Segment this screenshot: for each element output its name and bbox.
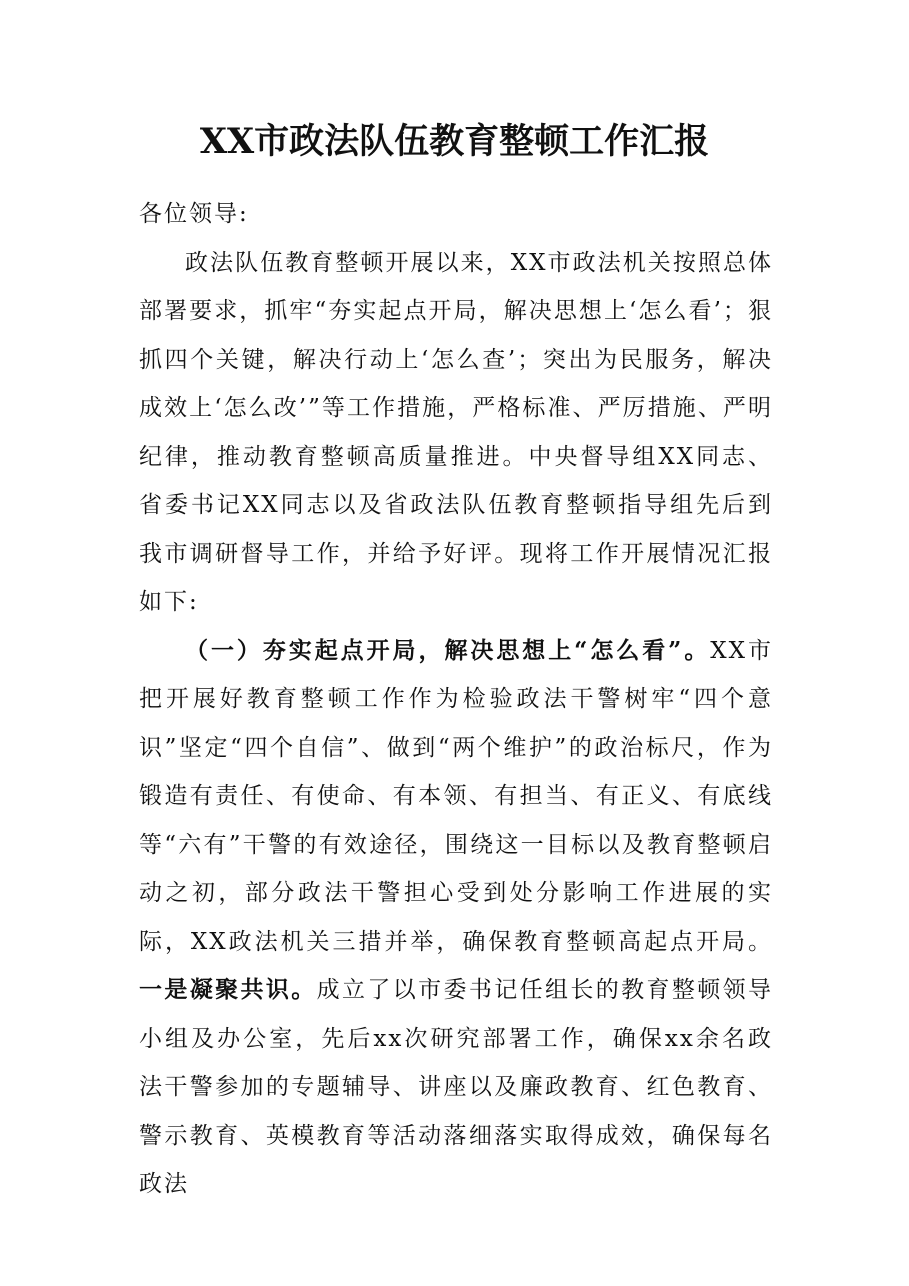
section-1-text: XX市把开展好教育整顿工作作为检验政法干警树牢“四个意识”坚定“四个自信”、做到“两个维护”的政治标尺，作为锻造有责任、有使命、有本领、有担当、有正义、有底线等“六有”干警的有效途径，围绕这一目标以及教育整顿启动之初，部分政法干警担心受到处分影响工作进展的实际，XX政法机关三措并举，确保教育整顿高起点开局。: [139, 637, 773, 955]
document-body: [139, 190, 773, 1209]
salutation: 各位领导:: [139, 201, 249, 227]
section-1-paragraph: [139, 627, 773, 1209]
point-1-heading: 一是凝聚共识。: [139, 976, 317, 1003]
document-title: XX市政法队伍教育整顿工作汇报: [199, 121, 710, 162]
intro-paragraph: 政法队伍教育整顿开展以来，XX市政法机关按照总体部署要求，抓牢“夯实起点开局，解决思想上‘怎么看’；狠抓四个关键，解决行动上‘怎么查’；突出为民服务，解决成效上‘怎么改’”等工作措施，严格标准、严厉措施、严明纪律，推动教育整顿高质量推进。中央督导组XX同志、省委书记XX同志以及省政法队伍教育整顿指导组先后到我市调研督导工作，并给予好评。现将工作开展情况汇报如下:: [139, 249, 773, 615]
point-1-text: 成立了以市委书记任组长的教育整顿领导小组及办公室，先后xx次研究部署工作，确保xx余名政法干警参加的专题辅导、讲座以及廉政教育、红色教育、警示教育、英模教育等活动落细落实取得成效，确保每名政法: [139, 977, 773, 1197]
section-1-heading: （一）夯实起点开局，解决思想上“怎么看”。: [185, 636, 711, 664]
